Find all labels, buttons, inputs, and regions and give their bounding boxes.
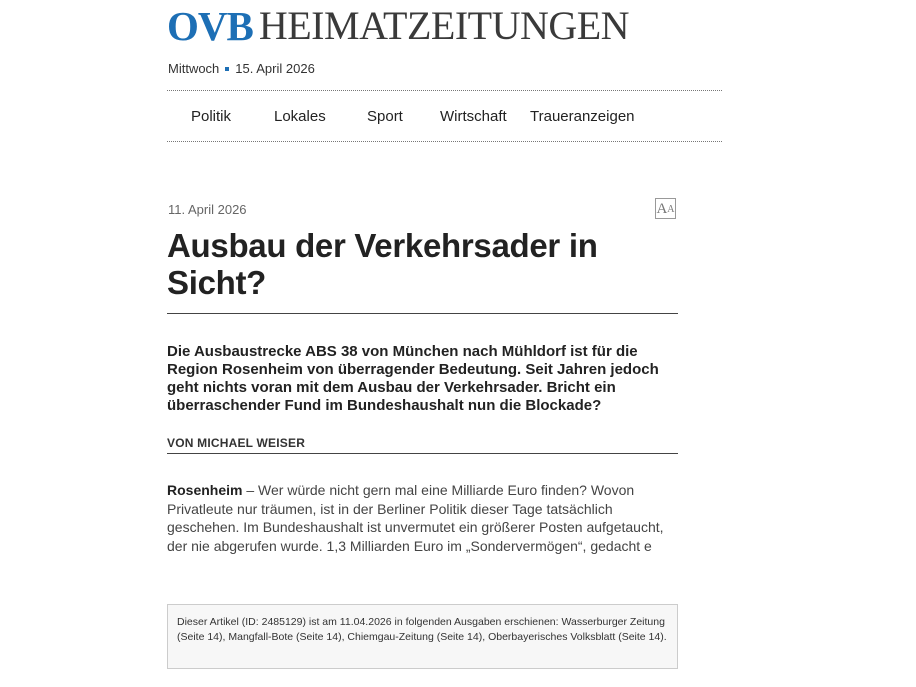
- author-divider: [167, 453, 678, 454]
- font-size-icon-large: A: [656, 201, 668, 217]
- site-logo[interactable]: [167, 4, 629, 48]
- publication-info-box: Dieser Artikel (ID: 2485129) ist am 11.04.2026 in folgenden Ausgaben erschienen: Wasserburger Zeitung (Seite 14), Mangfall-Bote (Seite 14), Chiemgau-Zeitung (Seite 14), Oberbayerisches Volksblatt (Seite 14).: [167, 604, 678, 669]
- nav-item-politik[interactable]: Politik: [191, 108, 232, 125]
- article-location: Rosenheim: [167, 482, 243, 498]
- nav-item-traueranzeigen[interactable]: Traueranzeigen: [530, 108, 635, 125]
- nav-item-lokales[interactable]: Lokales: [274, 108, 326, 125]
- main-navigation: [167, 90, 722, 142]
- article-body: [167, 481, 667, 555]
- headline-divider: [167, 313, 678, 314]
- logo-brand: OVB: [167, 3, 253, 49]
- article-lead: Die Ausbaustrecke ABS 38 von München nach Mühldorf ist für die Region Rosenheim von überragender Bedeutung. Seit Jahren jedoch geht nichts voran mit dem Ausbau der Verkehrsader. Bricht ein überraschender Fund im Bundeshaushalt nun die Blockade?: [167, 343, 659, 414]
- article-author: VON MICHAEL WEISER: [167, 436, 306, 450]
- font-size-button[interactable]: [655, 198, 676, 219]
- nav-item-wirtschaft[interactable]: Wirtschaft: [440, 108, 507, 125]
- date: 15. April 2026: [235, 61, 315, 76]
- logo-name: HEIMATZEITUNGEN: [258, 3, 630, 48]
- nav-item-sport[interactable]: Sport: [367, 108, 403, 125]
- weekday: Mittwoch: [168, 61, 220, 76]
- current-date: [168, 61, 315, 76]
- font-size-icon-small: A: [667, 204, 675, 215]
- article-headline: Ausbau der Verkehrsader in Sicht?: [167, 227, 598, 301]
- article-date: 11. April 2026: [168, 202, 247, 217]
- date-separator: [225, 67, 229, 71]
- article-body-text: – Wer würde nicht gern mal eine Milliarde Euro finden? Wovon Privatleute nur träumen, ist in der Berliner Politik dieser Tage tatsächlich geschehen. Im Bundeshaushalt ist unvermutet ein größerer Posten aufgetaucht, der nie abgerufen wurde. 1,3 Milliarden Euro im „Sondervermögen“, gedacht e: [167, 482, 664, 554]
